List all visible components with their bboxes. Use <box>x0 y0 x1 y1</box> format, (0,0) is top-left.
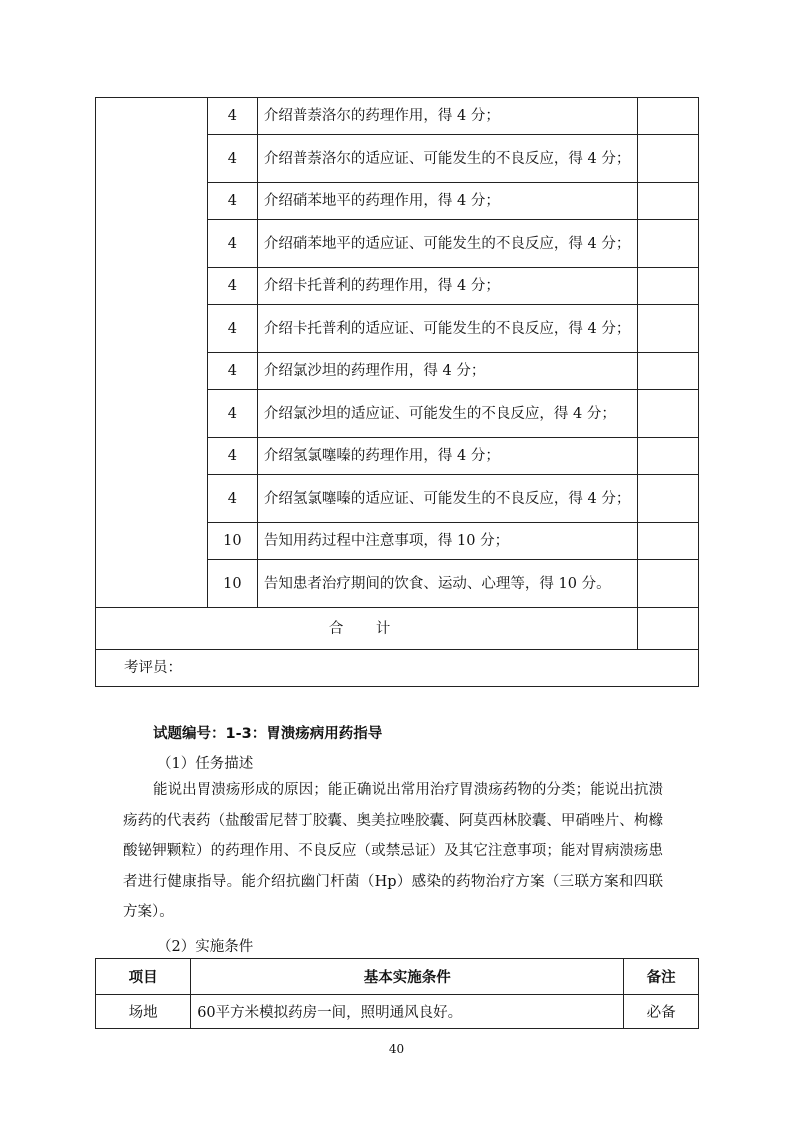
section-heading: 试题编号：1-3：胃溃疡病用药指导 <box>153 726 383 742</box>
remark-cell <box>638 305 699 353</box>
criterion-cell: 介绍卡托普利的适应证、可能发生的不良反应，得 4 分； <box>257 305 637 353</box>
criterion-cell: 介绍氯沙坦的药理作用，得 4 分； <box>257 353 637 390</box>
conditions-table <box>95 958 699 1029</box>
header-condition: 基本实施条件 <box>191 959 624 995</box>
points-cell: 4 <box>207 183 257 220</box>
points-cell: 10 <box>207 523 257 560</box>
points-cell: 4 <box>207 353 257 390</box>
remark-cell <box>638 135 699 183</box>
points-cell: 4 <box>207 268 257 305</box>
page-number: 40 <box>388 1042 405 1056</box>
points-cell: 4 <box>207 475 257 523</box>
scoring-table <box>95 97 699 687</box>
conditions-heading: （2）实施条件 <box>157 939 254 955</box>
remark-cell <box>638 390 699 438</box>
points-cell: 4 <box>207 438 257 475</box>
points-cell: 4 <box>207 305 257 353</box>
remark-cell <box>638 353 699 390</box>
remark-cell <box>638 438 699 475</box>
remark-cell <box>638 475 699 523</box>
examiner-signature: 考评员： <box>96 650 699 687</box>
criterion-cell: 介绍氢氯噻嗪的适应证、可能发生的不良反应，得 4 分； <box>257 475 637 523</box>
criterion-cell: 介绍普萘洛尔的药理作用，得 4 分； <box>257 98 637 135</box>
criterion-cell: 介绍硝苯地平的适应证、可能发生的不良反应，得 4 分； <box>257 220 637 268</box>
criterion-cell: 告知患者治疗期间的饮食、运动、心理等，得 10 分。 <box>257 560 637 608</box>
points-cell: 4 <box>207 98 257 135</box>
criterion-cell: 告知用药过程中注意事项，得 10 分； <box>257 523 637 560</box>
points-cell: 4 <box>207 390 257 438</box>
merged-criteria-cell <box>96 98 208 608</box>
criterion-cell: 介绍氢氯噻嗪的药理作用，得 4 分； <box>257 438 637 475</box>
remark-cell <box>638 523 699 560</box>
points-cell: 4 <box>207 135 257 183</box>
total-label: 合 计 <box>96 608 638 650</box>
total-value-cell <box>638 608 699 650</box>
criterion-cell: 介绍氯沙坦的适应证、可能发生的不良反应，得 4 分； <box>257 390 637 438</box>
header-note: 备注 <box>624 959 699 995</box>
task-description-heading: （1）任务描述 <box>157 756 254 772</box>
header-item: 项目 <box>96 959 191 995</box>
points-cell: 10 <box>207 560 257 608</box>
criterion-cell: 介绍普萘洛尔的适应证、可能发生的不良反应，得 4 分； <box>257 135 637 183</box>
criterion-cell: 介绍硝苯地平的药理作用，得 4 分； <box>257 183 637 220</box>
task-description-text: 能说出胃溃疡形成的原因；能正确说出常用治疗胃溃疡药物的分类；能说出抗溃疡药的代表药（盐酸雷尼替丁胶囊、奥美拉唑胶囊、阿莫西林胶囊、甲硝唑片、枸橼酸铋钾颗粒）的药理作用、不良反应（或禁忌证）及其它注意事项；能对胃病溃疡患者进行健康指导。能介绍抗幽门杆菌（Hp）感染的药物治疗方案（三联方案和四联方案）。 <box>123 782 663 920</box>
points-cell: 4 <box>207 220 257 268</box>
remark-cell <box>638 268 699 305</box>
note-cell: 必备 <box>624 995 699 1029</box>
criterion-cell: 介绍卡托普利的药理作用，得 4 分； <box>257 268 637 305</box>
item-cell: 场地 <box>96 995 191 1029</box>
condition-cell: 60平方米模拟药房一间，照明通风良好。 <box>191 995 624 1029</box>
remark-cell <box>638 560 699 608</box>
remark-cell <box>638 220 699 268</box>
table-row <box>96 995 699 1029</box>
remark-cell <box>638 183 699 220</box>
remark-cell <box>638 98 699 135</box>
